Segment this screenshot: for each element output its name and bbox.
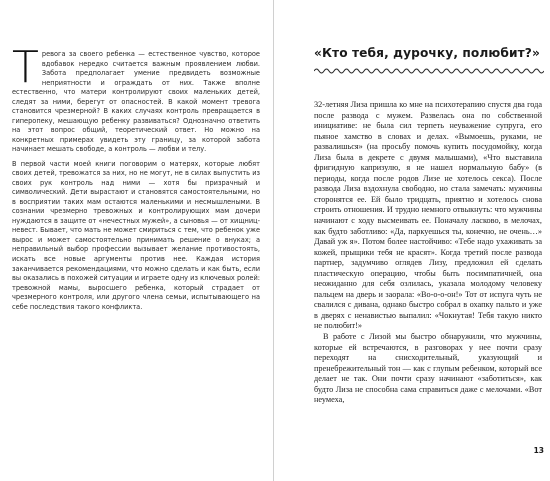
intro-paragraph-1-text: ревога за своего ребенка — естественное чувство, которое вдобавок нередко считается важным проявлением любви. Забота предполагает умение предвидеть возможные неприятности и ограждать от них. Также вполне естественно, что матери контролируют своих маленьких детей, следят за ними, берегут от опасностей. В какой момент тревога становится чрезмерной? В каких случаях контроль превращается в гиперопеку, мешающую ребенку развиваться? Однозначно ответить на этот вопрос общий, теоретический ответ. Но можно на конкретных примерах увидеть эту границу, за которой забота начинает мешать свободе, а контроль — любви и телу. bbox=[12, 50, 260, 154]
right-page bbox=[274, 0, 550, 481]
drop-cap-letter: Т bbox=[12, 42, 39, 93]
story-text-block bbox=[314, 100, 542, 406]
story-paragraph-1: 32-летняя Лиза пришла ко мне на психотерапию спустя два года после развода с мужем. Развелась она по собственной инициативе: не была сил терпеть неуважение супруга, его пьяное хамство в словах и делах. «Вымоешь, руками, не развалишься» (на просьбу помочь купить посудомойку, когда Лиза была в декрете с двумя малышами), «Что выставила фригидную капризулю, я не нашел нормальную бабу» (в периоды, когда после родов Лизе не хотелось секса). После развода Лиза вздохнула свободно, но стала замечать: мужчины сторонятся ее. Ей было тридцать, приятно и хотелось снова строить отношения. И трудно немного отвыкнуть: что мужчины начинают с ходу высмеивать ее. Поначалу ласково, в мелочах, как будто заботливо: «Да, паркуешься ты, конечно, не очень…» Давай уж я». Потом более настойчиво: «Тебе надо ухаживать за кожей, прыщики тебя не красят». Когда третий после развода партнер, задумчиво оглядев Лизу, предложил ей сделать пластическую операцию, чтобы быть посимпатичней, она неожиданно для себя озлилась, указала молодому человеку пальцем на дверь и заорала: «Во-о-о-он!» Тот от испуга чуть не свалился с дивана, однако быстро собрал в охапку пальто и уже в дверях с ненавистью выпалил: «Чокнутая! Тебя такую никто не полюбит!» bbox=[314, 100, 542, 331]
chapter-title: «Кто тебя, дурочку, полюбит?» bbox=[314, 46, 540, 60]
story-paragraph-2: В работе с Лизой мы быстро обнаружили, что мужчины, которые ей встречаются, в разговорах у нее почти сразу переходят на снисходительный, указующий и пренебрежительный тон — как с глупым ребенком, который все делает не так. Они почти сразу начинают «заботиться», как будто Лиза не способна сама справиться даже с мелочами. «Вот неумеха, bbox=[314, 332, 542, 405]
left-page bbox=[0, 0, 273, 481]
intro-text-block bbox=[12, 42, 260, 317]
intro-paragraph-1 bbox=[12, 42, 260, 155]
wavy-divider-icon bbox=[314, 66, 544, 76]
page-number: 13 bbox=[533, 446, 544, 455]
intro-paragraph-2: В первой части моей книги поговорим о матерях, которые любят своих детей, тревожатся за них, но не могут, не в силах выпустить из своих рук контроль над ними — хотя бы призрачный и символический. Дети вырастают и становятся самостоятельными, но в восприятии таких мам остаются маленькими и несмышлеными. В сознании чрезмерно тревожных и контролирующих мам дочери нуждаются в защите от «нечестных мужей», а сыновья — от хищниц-невест. Бывает, что мать не может смириться с тем, что ребенок уже вырос и может самостоятельно принимать решение о внуках; а неправильный выбор профессии вызывает желание противостоять, искать все новые аргументы против нее. Каждая история заканчивается рекомендациями, что можно сделать и как быть, если вы оказались в похожей ситуации и играете одну из ключевых ролей: тревожной мамы, выросшего ребенка, который страдает от чрезмерного контроля, или другого члена семьи, испытывающего на себе последствия такого конфликта. bbox=[12, 159, 260, 311]
